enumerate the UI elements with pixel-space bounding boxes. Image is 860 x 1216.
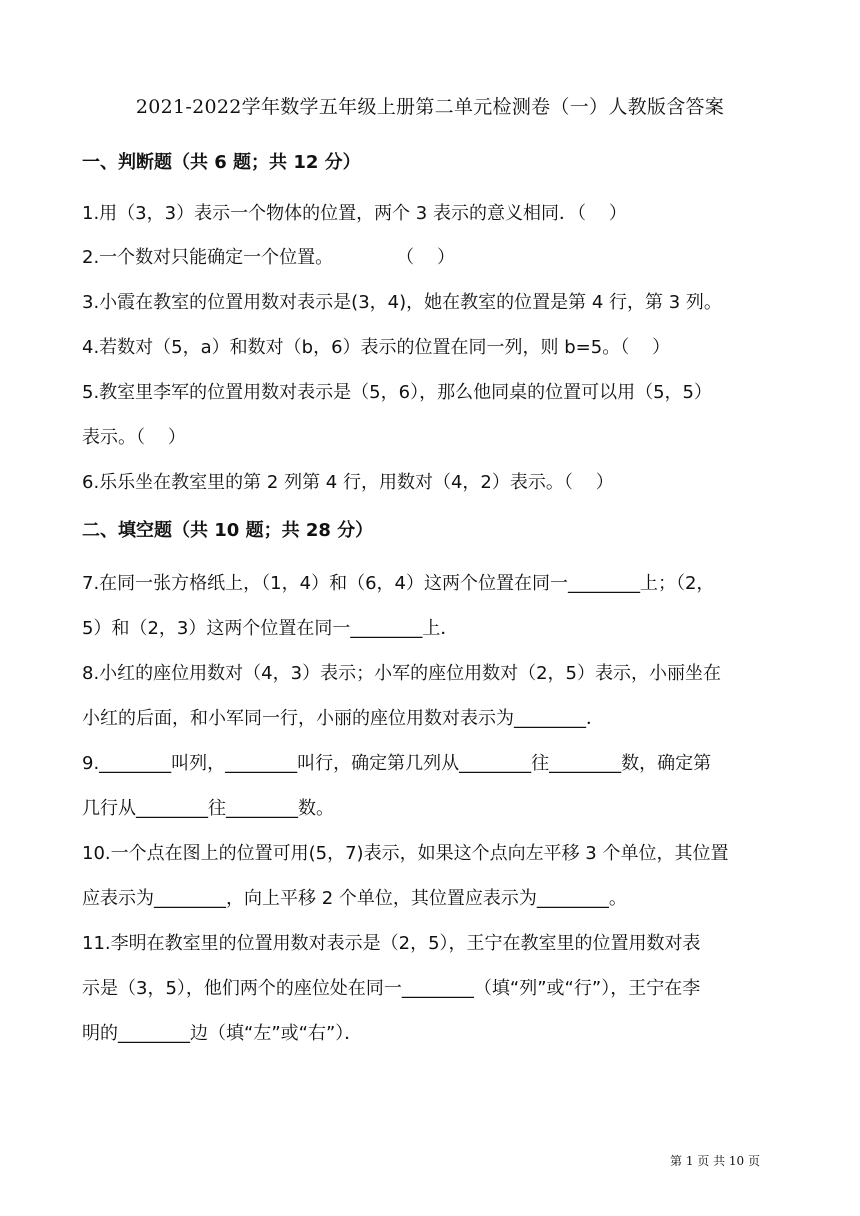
question-11-line-1: 11.李明在教室里的位置用数对表示是（2，5），王宁在教室里的位置用数对表 — [82, 933, 701, 954]
question-10-line-2: 应表示为________，向上平移 2 个单位，其位置应表示为________。 — [82, 888, 627, 909]
question-11-line-3: 明的________边（填“左”或“右”）． — [82, 1023, 363, 1044]
question-2: 2.一个数对只能确定一个位置。 （ ） — [82, 247, 455, 268]
question-9-line-2: 几行从________往________数。 — [82, 798, 334, 819]
page-number-footer: 第 1 页 共 10 页 — [670, 1154, 760, 1168]
question-8-line-1: 8.小红的座位用数对（4，3）表示；小军的座位用数对（2，5）表示，小丽坐在 — [82, 663, 721, 684]
question-10-line-1: 10.一个点在图上的位置可用(5，7)表示，如果这个点向左平移 3 个单位，其位置 — [82, 843, 729, 864]
question-1: 1.用（3，3）表示一个物体的位置，两个 3 表示的意义相同．（ ） — [82, 203, 627, 224]
question-4: 4.若数对（5，a）和数对（b，6）表示的位置在同一列，则 b=5。（ ） — [82, 337, 671, 358]
question-3: 3.小霞在教室的位置用数对表示是(3，4)，她在教室的位置是第 4 行，第 3 列。 — [82, 292, 722, 313]
question-9-line-1: 9.________叫列，________叫行，确定第几列从________往________数，确定第 — [82, 753, 712, 774]
question-7-line-1: 7.在同一张方格纸上，（1，4）和（6，4）这两个位置在同一________上；（2， — [82, 573, 715, 594]
section-heading-fill-in: 二、填空题（共 10 题；共 28 分） — [82, 520, 374, 541]
question-5-line-1: 5.教室里李军的位置用数对表示是（5，6），那么他同桌的位置可以用（5，5） — [82, 382, 712, 403]
question-11-line-2: 示是（3，5），他们两个的座位处在同一________（填“列”或“行”），王宁在李 — [82, 978, 701, 999]
question-6: 6.乐乐坐在教室里的第 2 列第 4 行，用数对（4，2）表示。（ ） — [82, 472, 614, 493]
question-7-line-2: 5）和（2，3）这两个位置在同一________上． — [82, 618, 459, 639]
page-title: 2021-2022学年数学五年级上册第二单元检测卷（一）人教版含答案 — [135, 96, 725, 118]
section-heading-judgment: 一、判断题（共 6 题；共 12 分） — [82, 152, 361, 173]
question-5-line-2: 表示。（ ） — [82, 427, 186, 448]
question-8-line-2: 小红的后面，和小军同一行，小丽的座位用数对表示为________． — [82, 708, 604, 729]
